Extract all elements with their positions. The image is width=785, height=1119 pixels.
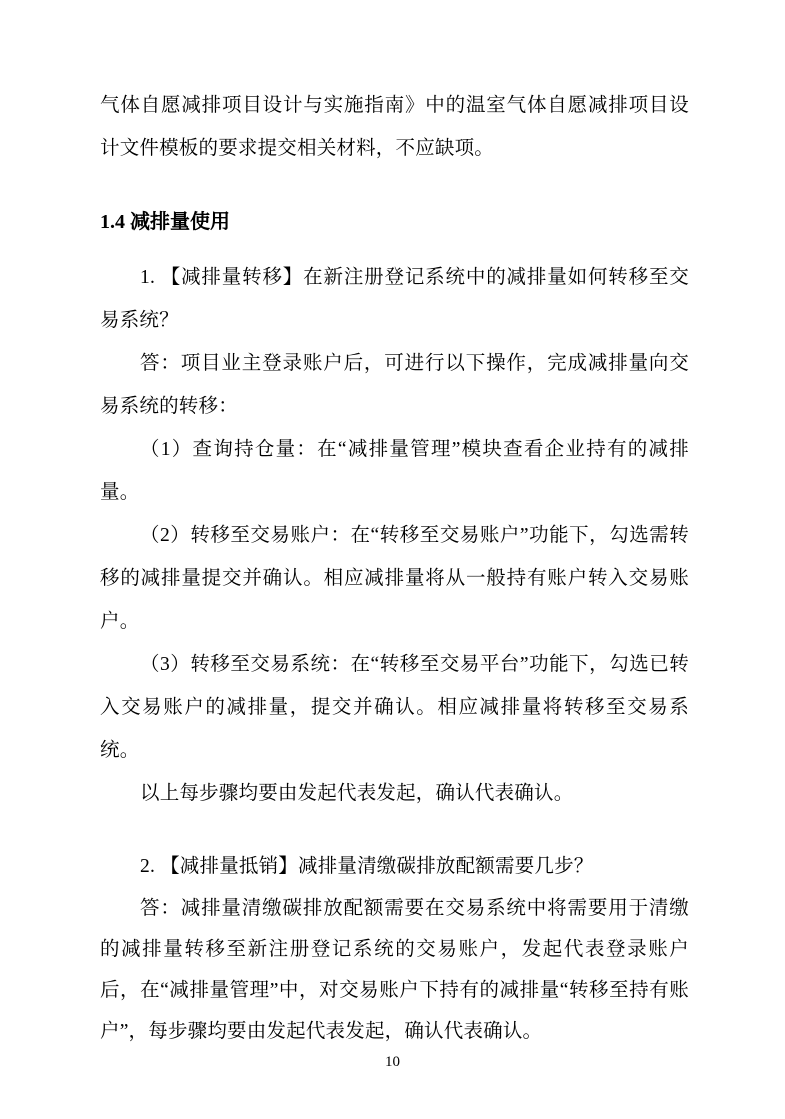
question-2: 2. 【减排量抵销】减排量清缴碳排放配额需要几步？ <box>140 856 594 877</box>
answer-1-step-3: （3）转移至交易系统：在“转移至交易平台”功能下，勾选已转入交易账户的减排量，提交并确认。相应减排量将转移至交易系统。 <box>100 654 689 761</box>
answer-2: 答：减排量清缴碳排放配额需要在交易系统中将需要用于清缴的减排量转移至新注册登记系统的交易账户，发起代表登录账户后，在“减排量管理”中，对交易账户下持有的减排量“转移至持有账户”，每步骤均要由发起代表发起，确认代表确认。 <box>100 898 689 1042</box>
section-heading <box>100 202 689 242</box>
answer-1-step-1: （1）查询持仓量：在“减排量管理”模块查看企业持有的减排量。 <box>100 439 689 503</box>
answer-1-closing: 以上每步骤均要由发起代表发起，确认代表确认。 <box>140 783 574 804</box>
answer-1-step-2: （2）转移至交易账户：在“转移至交易账户”功能下，勾选需转移的减排量提交并确认。相应减排量将从一般持有账户转入交易账户。 <box>100 525 689 632</box>
section-number: 1.4 <box>100 211 125 233</box>
continued-paragraph: 气体自愿减排项目设计与实施指南》中的温室气体自愿减排项目设计文件模板的要求提交相关材料，不应缺项。 <box>100 95 689 159</box>
question-1: 1. 【减排量转移】在新注册登记系统中的减排量如何转移至交易系统？ <box>100 267 689 331</box>
answer-1-intro: 答：项目业主登录账户后，可进行以下操作，完成减排量向交易系统的转移： <box>100 353 689 417</box>
page-number: 10 <box>385 1054 400 1070</box>
section-title: 减排量使用 <box>130 211 230 233</box>
